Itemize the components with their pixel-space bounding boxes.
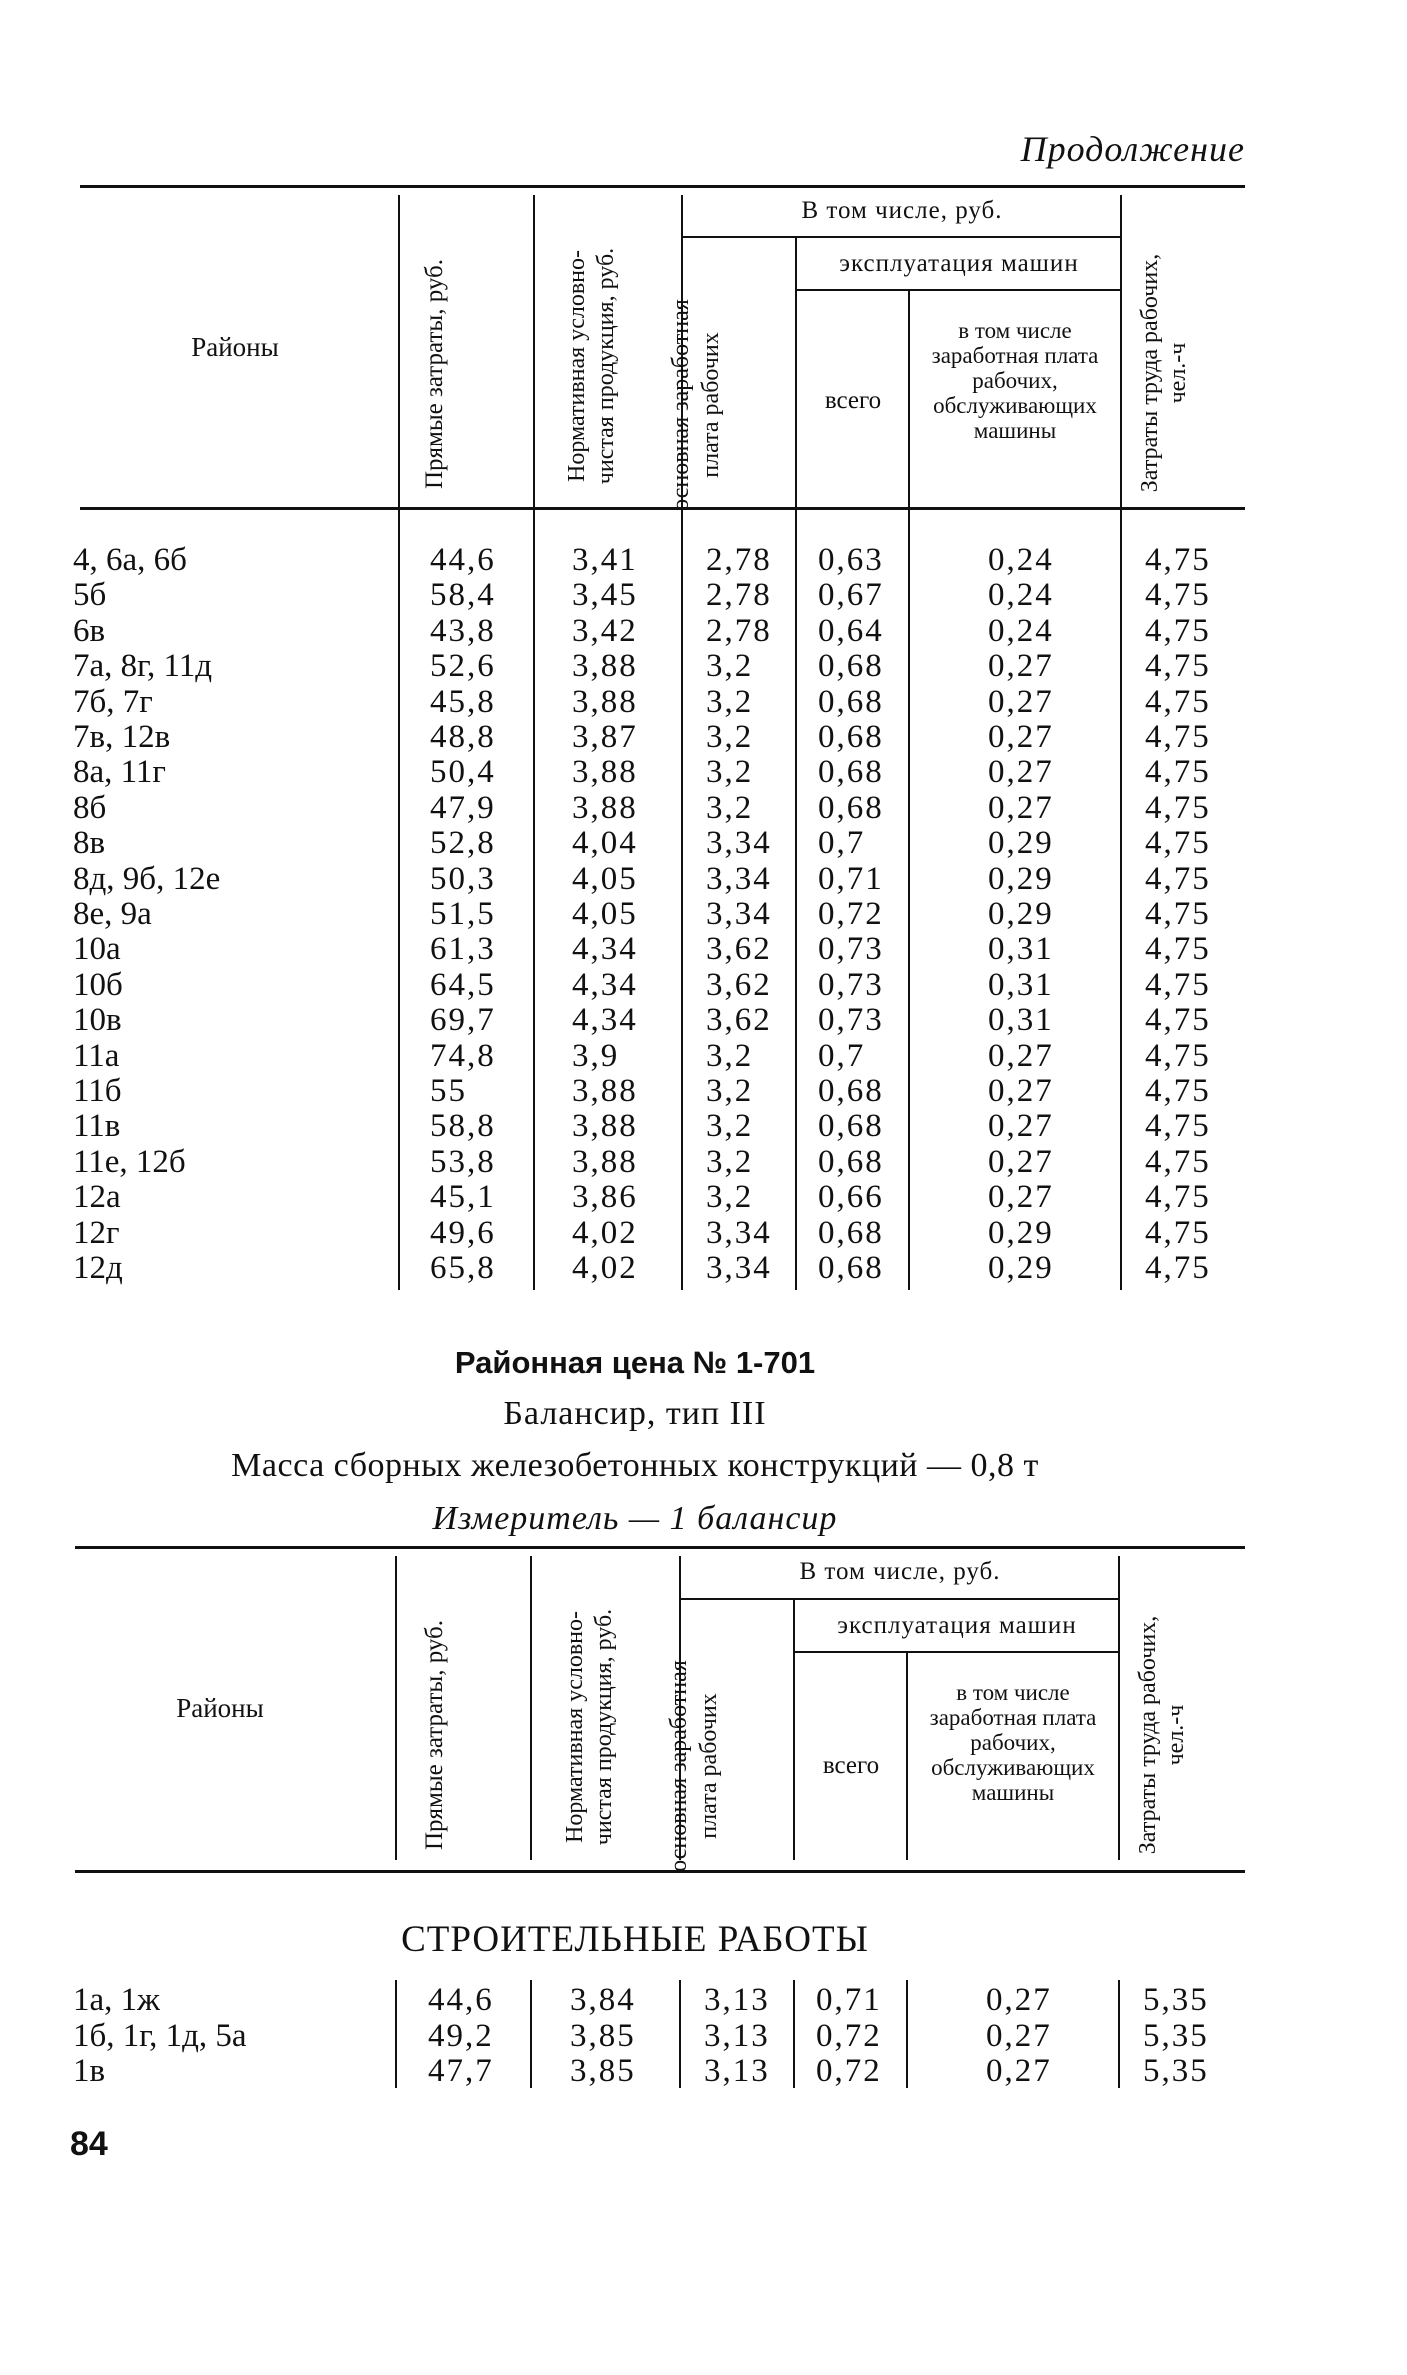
cell-c3: 3,2 [706, 754, 754, 791]
table1-vline [533, 195, 535, 1290]
cell-c4: 0,73 [818, 966, 884, 1003]
cell-c2: 4,34 [572, 931, 638, 968]
cell-c4: 0,64 [818, 612, 884, 649]
cell-c1: 58,8 [430, 1108, 496, 1145]
cell-c1: 50,3 [430, 860, 496, 897]
row-rayon: 11в [73, 1108, 121, 1145]
cell-c6: 4,75 [1145, 683, 1211, 720]
cell-c6: 4,75 [1145, 1108, 1211, 1145]
cell-c4: 0,68 [818, 648, 884, 685]
row-rayon: 10б [73, 966, 123, 1003]
cell-c4: 0,68 [818, 683, 884, 720]
table1-group-rule [682, 236, 1122, 238]
cell-c5: 0,29 [988, 1214, 1054, 1251]
cell-c1: 45,1 [430, 1179, 496, 1216]
header-zatraty-truda: Затраты труда рабочих, чел.-ч [1135, 1615, 1189, 1855]
header-osnovnaya-zp: основная заработная плата рабочих [668, 299, 724, 511]
cell-c5: 0,27 [986, 2053, 1052, 2089]
price-mass: Масса сборных железобетонных конструкций — 0,8 т [231, 1447, 1039, 1484]
cell-c6: 4,75 [1145, 1037, 1211, 1074]
table1-header-bottom-rule [80, 507, 1245, 510]
cell-c3: 3,2 [706, 1073, 754, 1109]
cell-c3: 3,34 [706, 896, 772, 932]
cell-c5: 0,31 [988, 966, 1054, 1003]
cell-c1: 48,8 [430, 719, 496, 755]
price-measure: Измеритель — 1 балансир [432, 1500, 838, 1537]
continuation-label: Продолжение [1020, 129, 1245, 169]
header-v-tom-chisle-zp: в том числе заработная плата рабочих, обслуживающих машины [929, 1680, 1097, 1805]
cell-c5: 0,31 [988, 1002, 1054, 1039]
cell-c4: 0,72 [816, 2017, 882, 2054]
cell-c5: 0,27 [988, 1037, 1054, 1074]
price-title: Районная цена № 1-701 [454, 1345, 816, 1380]
row-rayon: 8а, 11г [73, 754, 166, 791]
table1-subgroup-rule [797, 289, 1122, 291]
table1-vline [795, 238, 797, 1290]
cell-c3: 3,62 [706, 966, 772, 1003]
table2-body-vline [793, 1980, 795, 2088]
cell-c1: 53,8 [430, 1143, 496, 1180]
cell-c1: 49,6 [430, 1214, 496, 1251]
table1-vline [1120, 195, 1122, 1290]
table1-vline [908, 291, 910, 1290]
cell-c2: 3,88 [572, 1073, 638, 1109]
cell-c2: 3,88 [572, 1108, 638, 1145]
cell-c6: 4,75 [1145, 966, 1211, 1003]
header-vsego: всего [822, 1752, 880, 1779]
cell-c2: 3,88 [572, 1143, 638, 1180]
cell-c6: 4,75 [1145, 1073, 1211, 1109]
cell-c2: 3,88 [572, 648, 638, 685]
cell-c2: 3,41 [572, 542, 638, 578]
header-zatraty-truda: Затраты труда рабочих, чел.-ч [1137, 253, 1191, 493]
cell-c4: 0,71 [816, 1982, 882, 2018]
cell-c3: 3,2 [706, 719, 754, 755]
header-v-tom-chisle: В том числе, руб. [799, 1558, 1001, 1585]
cell-c1: 49,2 [428, 2017, 494, 2054]
cell-c2: 3,9 [572, 1037, 620, 1074]
cell-c4: 0,68 [818, 754, 884, 791]
cell-c3: 3,2 [706, 1143, 754, 1180]
header-normativnaya: Нормативная условно-чистая продукция, руб. [564, 247, 619, 485]
row-rayon: 11а [73, 1037, 120, 1074]
row-rayon: 1а, 1ж [73, 1982, 160, 2018]
cell-c1: 45,8 [430, 683, 496, 720]
cell-c5: 0,29 [988, 896, 1054, 932]
cell-c2: 4,34 [572, 966, 638, 1003]
header-osnovnaya-zp: основная заработная плата рабочих [666, 1660, 722, 1872]
cell-c2: 3,85 [570, 2017, 636, 2054]
cell-c3: 3,13 [704, 1982, 770, 2018]
cell-c3: 3,2 [706, 789, 754, 826]
cell-c4: 0,68 [818, 1250, 884, 1286]
cell-c3: 3,34 [706, 1214, 772, 1251]
cell-c5: 0,27 [988, 1108, 1054, 1145]
row-rayon: 7б, 7г [73, 683, 153, 720]
cell-c3: 3,2 [706, 1037, 754, 1074]
cell-c6: 4,75 [1145, 577, 1211, 614]
cell-c3: 3,13 [704, 2017, 770, 2054]
cell-c5: 0,29 [988, 825, 1054, 862]
cell-c5: 0,27 [988, 1143, 1054, 1180]
table2-vline [793, 1600, 795, 1860]
cell-c5: 0,31 [988, 931, 1054, 968]
header-pryamye-zatraty: Прямые затраты, руб. [421, 258, 448, 490]
cell-c2: 3,85 [570, 2053, 636, 2089]
row-rayon: 4, 6а, 6б [73, 542, 187, 578]
cell-c1: 43,8 [430, 612, 496, 649]
table1-vline [398, 195, 400, 1290]
header-v-tom-chisle-zp: в том числе заработная плата рабочих, обслуживающих машины [931, 318, 1099, 443]
cell-c3: 3,2 [706, 683, 754, 720]
row-rayon: 10а [73, 931, 121, 968]
header-ekspluatatsiya: эксплуатация машин [839, 250, 1079, 277]
cell-c5: 0,27 [988, 789, 1054, 826]
cell-c4: 0,67 [818, 577, 884, 614]
cell-c1: 69,7 [430, 1002, 496, 1039]
row-rayon: 8е, 9а [73, 896, 152, 932]
header-vsego: всего [824, 387, 882, 414]
table2-body-vline [395, 1980, 397, 2088]
cell-c5: 0,27 [988, 683, 1054, 720]
page-number: 84 [70, 2125, 108, 2163]
row-rayon: 5б [73, 577, 107, 614]
cell-c6: 4,75 [1145, 1179, 1211, 1216]
table2-group-rule [680, 1598, 1120, 1600]
cell-c6: 4,75 [1145, 542, 1211, 578]
cell-c3: 2,78 [706, 577, 772, 614]
cell-c6: 4,75 [1145, 789, 1211, 826]
cell-c4: 0,68 [818, 1108, 884, 1145]
cell-c5: 0,29 [988, 1250, 1054, 1286]
cell-c3: 3,62 [706, 1002, 772, 1039]
cell-c2: 3,88 [572, 754, 638, 791]
cell-c6: 5,35 [1143, 1982, 1209, 2018]
cell-c6: 4,75 [1145, 612, 1211, 649]
cell-c2: 4,04 [572, 825, 638, 862]
row-rayon: 8д, 9б, 12е [73, 860, 221, 897]
cell-c1: 55 [430, 1073, 467, 1109]
row-rayon: 12а [73, 1179, 121, 1216]
cell-c4: 0,72 [818, 896, 884, 932]
cell-c4: 0,7 [818, 825, 866, 862]
cell-c6: 4,75 [1145, 719, 1211, 755]
header-ekspluatatsiya: эксплуатация машин [837, 1612, 1077, 1639]
cell-c5: 0,27 [986, 2017, 1052, 2054]
cell-c4: 0,68 [818, 1073, 884, 1109]
table2-body-vline [906, 1980, 908, 2088]
cell-c6: 4,75 [1145, 896, 1211, 932]
cell-c1: 74,8 [430, 1037, 496, 1074]
row-rayon: 6в [73, 612, 106, 649]
cell-c6: 4,75 [1145, 1002, 1211, 1039]
price-subtitle: Балансир, тип III [503, 1395, 767, 1432]
cell-c4: 0,71 [818, 860, 884, 897]
table2-vline [395, 1556, 397, 1860]
cell-c2: 3,42 [572, 612, 638, 649]
row-rayon: 10в [73, 1002, 122, 1039]
header-rayony: Районы [191, 332, 279, 362]
row-rayon: 1б, 1г, 1д, 5а [73, 2017, 247, 2054]
cell-c5: 0,24 [988, 577, 1054, 614]
cell-c4: 0,7 [818, 1037, 866, 1074]
cell-c3: 3,2 [706, 1108, 754, 1145]
cell-c3: 2,78 [706, 542, 772, 578]
cell-c1: 47,9 [430, 789, 496, 826]
cell-c1: 64,5 [430, 966, 496, 1003]
cell-c6: 4,75 [1145, 931, 1211, 968]
section-heading: СТРОИТЕЛЬНЫЕ РАБОТЫ [401, 1919, 869, 1960]
table2-vline [530, 1556, 532, 1860]
cell-c6: 4,75 [1145, 648, 1211, 685]
cell-c1: 61,3 [430, 931, 496, 968]
cell-c1: 65,8 [430, 1250, 496, 1286]
row-rayon: 11б [73, 1073, 122, 1109]
cell-c2: 3,87 [572, 719, 638, 755]
row-rayon: 7в, 12в [73, 719, 171, 755]
cell-c5: 0,27 [988, 648, 1054, 685]
table2-body-vline [1118, 1980, 1120, 2088]
cell-c6: 4,75 [1145, 1214, 1211, 1251]
header-rayony: Районы [176, 1693, 264, 1723]
table2-body-vline [679, 1980, 681, 2088]
cell-c6: 4,75 [1145, 754, 1211, 791]
cell-c3: 3,62 [706, 931, 772, 968]
row-rayon: 1в [73, 2053, 106, 2089]
header-pryamye-zatraty: Прямые затраты, руб. [421, 1619, 448, 1851]
cell-c5: 0,24 [988, 612, 1054, 649]
cell-c2: 4,05 [572, 896, 638, 932]
cell-c2: 3,45 [572, 577, 638, 614]
cell-c6: 4,75 [1145, 860, 1211, 897]
row-rayon: 8б [73, 789, 107, 826]
cell-c5: 0,27 [988, 754, 1054, 791]
cell-c4: 0,73 [818, 931, 884, 968]
row-rayon: 8в [73, 825, 106, 862]
cell-c2: 4,34 [572, 1002, 638, 1039]
cell-c2: 4,02 [572, 1250, 638, 1286]
table2-vline [1118, 1556, 1120, 1860]
cell-c1: 44,6 [428, 1982, 494, 2018]
row-rayon: 7а, 8г, 11д [73, 648, 213, 685]
cell-c1: 58,4 [430, 577, 496, 614]
cell-c6: 5,35 [1143, 2053, 1209, 2089]
cell-c4: 0,72 [816, 2053, 882, 2089]
cell-c5: 0,29 [988, 860, 1054, 897]
cell-c3: 2,78 [706, 612, 772, 649]
cell-c5: 0,27 [988, 719, 1054, 755]
cell-c5: 0,24 [988, 542, 1054, 578]
row-rayon: 11е, 12б [73, 1143, 186, 1180]
table2-header-bottom-rule [75, 1870, 1245, 1873]
cell-c3: 3,13 [704, 2053, 770, 2089]
cell-c1: 47,7 [428, 2053, 494, 2089]
cell-c2: 3,88 [572, 683, 638, 720]
cell-c4: 0,73 [818, 1002, 884, 1039]
header-v-tom-chisle: В том числе, руб. [801, 197, 1003, 224]
row-rayon: 12д [73, 1250, 123, 1286]
cell-c1: 50,4 [430, 754, 496, 791]
cell-c4: 0,68 [818, 719, 884, 755]
cell-c3: 3,34 [706, 1250, 772, 1286]
cell-c2: 3,88 [572, 789, 638, 826]
cell-c4: 0,63 [818, 542, 884, 578]
cell-c4: 0,68 [818, 789, 884, 826]
cell-c1: 51,5 [430, 896, 496, 932]
cell-c5: 0,27 [988, 1073, 1054, 1109]
header-normativnaya: Нормативная условно-чистая продукция, руб. [562, 1608, 617, 1846]
cell-c3: 3,34 [706, 825, 772, 862]
cell-c5: 0,27 [986, 1982, 1052, 2018]
cell-c3: 3,34 [706, 860, 772, 897]
cell-c2: 4,02 [572, 1214, 638, 1251]
cell-c2: 4,05 [572, 860, 638, 897]
cell-c1: 52,8 [430, 825, 496, 862]
cell-c1: 52,6 [430, 648, 496, 685]
table2-vline [906, 1653, 908, 1860]
cell-c1: 44,6 [430, 542, 496, 578]
cell-c2: 3,84 [570, 1982, 636, 2018]
cell-c3: 3,2 [706, 1179, 754, 1216]
cell-c4: 0,68 [818, 1143, 884, 1180]
cell-c4: 0,68 [818, 1214, 884, 1251]
cell-c5: 0,27 [988, 1179, 1054, 1216]
table2-top-rule [75, 1546, 1245, 1549]
table1-top-rule [80, 185, 1245, 188]
table2-subgroup-rule [795, 1651, 1120, 1653]
cell-c3: 3,2 [706, 648, 754, 685]
table2-body-vline [530, 1980, 532, 2088]
cell-c6: 4,75 [1145, 1250, 1211, 1286]
cell-c4: 0,66 [818, 1179, 884, 1216]
cell-c2: 3,86 [572, 1179, 638, 1216]
row-rayon: 12г [73, 1214, 120, 1251]
cell-c6: 4,75 [1145, 1143, 1211, 1180]
cell-c6: 5,35 [1143, 2017, 1209, 2054]
cell-c6: 4,75 [1145, 825, 1211, 862]
